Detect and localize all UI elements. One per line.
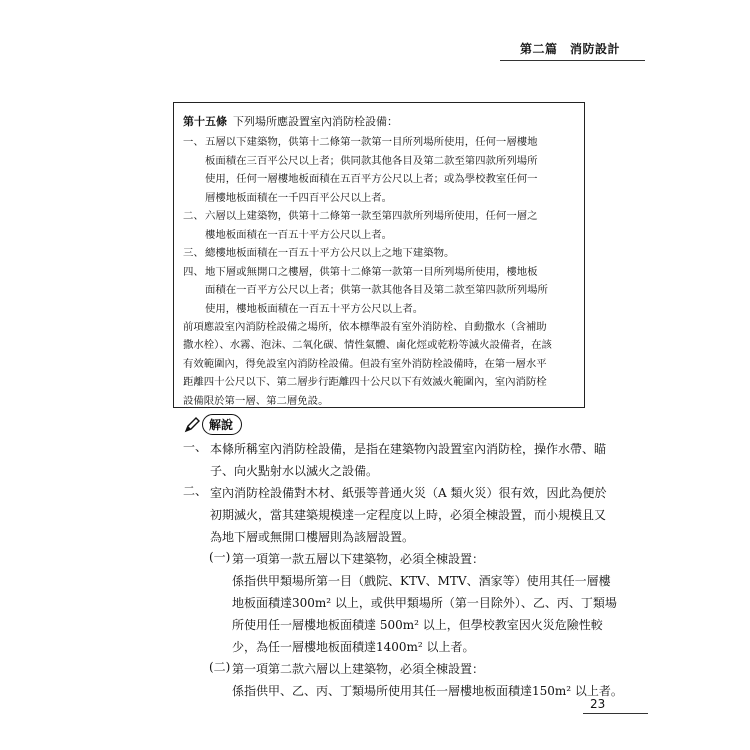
commentary-line: 第一項第二款六層以上建築物，必須全棟設置： [232, 662, 485, 676]
commentary-line: 為地下層或無開口樓層則為該層設置。 [210, 530, 415, 544]
article-item [183, 133, 576, 207]
page-number: 23 [590, 697, 606, 711]
paragraph-line: 距離四十公尺以下、第二層步行距離四十公尺以下有效滅火範圍內，室內消防栓 [183, 376, 547, 389]
commentary-line: 第一項第一款五層以下建築物，必須全棟設置： [232, 552, 485, 566]
article-item-label: 四、 [183, 265, 204, 278]
article-item [183, 263, 576, 319]
commentary-line: 子、向火點射水以滅火之設備。 [210, 464, 379, 478]
paragraph-line: 設備限於第一層、第二層免設。 [183, 394, 329, 407]
paragraph-line: 有效範圍內，得免設室內消防栓設備。但設有室外消防栓設備時，在第一層水平 [183, 357, 547, 370]
article-item-line: 面積在一百平方公尺以上者；供第一款其他各目及第二款至第四款所列場所 [205, 284, 548, 296]
pencil-icon [184, 417, 200, 433]
article-item [183, 244, 576, 263]
article-item-label: 一、 [183, 136, 204, 148]
article-item-label: 三、 [183, 247, 204, 259]
commentary-line: 本條所稱室內消防栓設備，是指在建築物內設置室內消防栓，操作水帶、瞄 [210, 442, 607, 456]
article-item-line: 使用，任何一層樓地板面積在五百平方公尺以上者；或為學校教室任何一 [205, 173, 538, 185]
commentary-line: 室內消防栓設備對木材、紙張等普通火災（A 類火災）很有效，因此為便於 [210, 486, 607, 500]
article-number: 第十五條 [183, 115, 227, 128]
article-heading [183, 111, 576, 133]
commentary-line: 係指供甲類場所第一目（戲院、KTV、MTV、酒家等）使用其任一層樓 [232, 574, 611, 588]
commentary-line: 所使用任一層樓地板面積達 500m² 以上，但學校教室因火災危險性較 [232, 618, 603, 632]
regulation-box [173, 102, 585, 408]
article-item [183, 207, 576, 244]
commentary-item [183, 438, 607, 482]
commentary-line: 少，為任一層樓地板面積達1400m² 以上者。 [232, 640, 475, 654]
commentary-body [183, 438, 623, 702]
commentary-badge-label: 解說 [202, 414, 242, 435]
article-item-line: 六層以上建築物，供第十二條第一款至第四款所列場所使用，任何一層之 [205, 210, 538, 222]
commentary-line: 係指供甲、乙、丙、丁類場所使用其任一層樓地板面積達150m² 以上者。 [232, 684, 623, 698]
commentary-item-label: 一、 [183, 440, 208, 454]
article-item-line: 樓地板面積在一百五十平方公尺以上者。 [205, 228, 393, 241]
running-header: 第二篇 消防設計 [520, 42, 621, 56]
commentary-subitem-label: (一) [209, 550, 231, 564]
article-item-label: 二、 [183, 210, 204, 222]
article-item-line: 使用，樓地板面積在一百五十平方公尺以上者。 [205, 302, 424, 315]
commentary-line: 地板面積達300m² 以上，或供甲類場所（第一目除外）、乙、丙、丁類場 [232, 596, 617, 610]
article-item-line: 五層以下建築物，供第十二條第一款第一目所列場所使用，任何一層樓地 [205, 136, 538, 148]
article-item-line: 地下層或無開口之樓層，供第十二條第一款第一目所列場所使用，樓地板 [205, 265, 538, 278]
article-paragraph [183, 318, 576, 410]
commentary-line: 初期滅火，當其建築規模達一定程度以上時，必須全棟設置，而小規模且又 [210, 508, 607, 522]
article-item-line: 板面積在三百平公尺以上者；供同款其他各目及第二款至第四款所列場所 [205, 154, 538, 167]
header-rule [500, 60, 645, 61]
article-item-line: 層樓地板面積在一千四百平公尺以上者。 [205, 191, 393, 204]
article-intro: 下列場所應設置室內消防栓設備： [233, 115, 398, 128]
paragraph-line: 撒水栓）、水霧、泡沫、二氧化碳、情性氣體、鹵化烴或乾粉等滅火設備者，在該 [183, 339, 552, 352]
footer-rule [583, 713, 648, 714]
article-item-line: 總樓地板面積在一百五十平方公尺以上之地下建築物。 [205, 247, 455, 259]
commentary-item-label: 二、 [183, 484, 208, 498]
commentary-subitem [209, 548, 617, 658]
commentary-item [183, 482, 607, 548]
paragraph-line: 前項應設室內消防栓設備之場所，依本標準設有室外消防栓、自動撒水（含補助 [183, 321, 547, 333]
commentary-subitem [209, 658, 623, 702]
commentary-subitem-label: (二) [209, 660, 231, 674]
commentary-badge [184, 414, 242, 435]
